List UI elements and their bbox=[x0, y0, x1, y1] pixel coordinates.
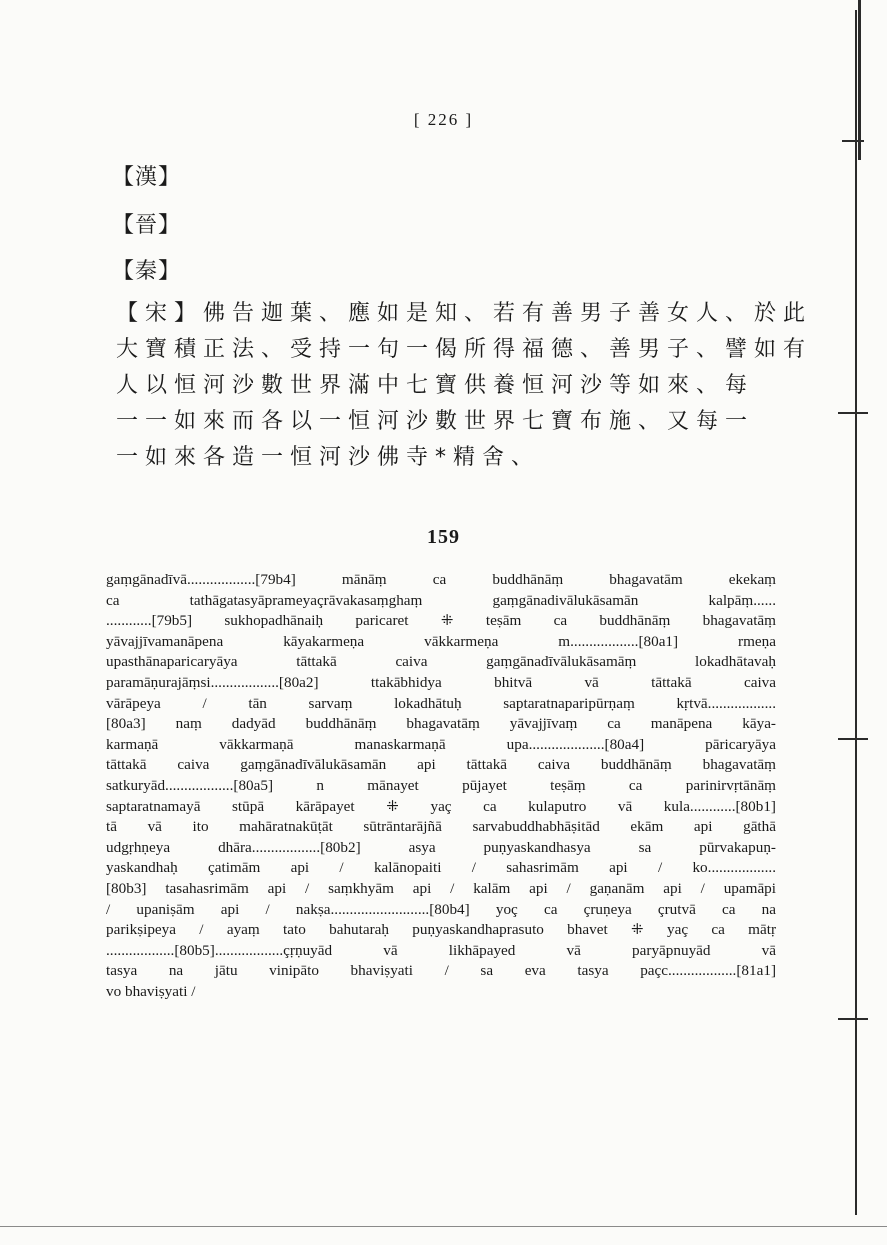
sanskrit-line: satkuryād..................[80a5] n mānayet pūjayet teṣāṃ ca parinirvṛtānāṃ bbox=[106, 776, 776, 794]
margin-tick bbox=[842, 140, 864, 142]
sanskrit-line: ............[79b5] sukhopadhānaiḥ paricaret ⁜ teṣām ca buddhānāṃ bhagavatāṃ bbox=[106, 612, 776, 630]
sanskrit-line: parikṣipeya / ayaṃ tato bahutaraḥ puṇyaskandhaprasuto bhavet ⁜ yaç ca mātṛ bbox=[106, 921, 776, 939]
label-qin: 【秦】 bbox=[112, 259, 182, 284]
sanskrit-line: paramāṇurajāṃsi..................[80a2] ttakābhidya bhitvā vā tāttakā caiva bbox=[106, 673, 776, 691]
sanskrit-line: tāttakā caiva gaṃgānadīvālukāsamān api tāttakā caiva buddhānāṃ bhagavatāṃ bbox=[106, 756, 776, 774]
label-han: 【漢】 bbox=[112, 165, 182, 190]
sanskrit-line: ..................[80b5]..................çṛṇuyād vā likhāpayed vā paryāpnuyād vā bbox=[106, 941, 776, 959]
section-number: 159 bbox=[427, 526, 460, 548]
sanskrit-line: vo bhaviṣyati / bbox=[106, 982, 196, 1000]
margin-tick bbox=[838, 738, 868, 740]
sanskrit-line: karmaṇā vākkarmaṇā manaskarmaṇā upa....................[80a4] pāricaryāya bbox=[106, 735, 776, 753]
chinese-line: 【宋】佛告迦葉、應如是知、若有善男子善女人、於此 bbox=[116, 301, 813, 326]
label-jin: 【晉】 bbox=[112, 213, 182, 238]
sanskrit-line: [80a3] naṃ dadyād buddhānāṃ bhagavatāṃ yāvajjīvaṃ ca manāpena kāya- bbox=[106, 715, 776, 733]
sanskrit-line: tasya na jātu vinipāto bhaviṣyati / sa eva tasya paçc..................[81a1] bbox=[106, 962, 776, 980]
sanskrit-line: upasthānaparicaryāya tāttakā caiva gaṃgānadīvālukāsamāṃ lokadhātavaḥ bbox=[106, 653, 776, 671]
margin-rule-top bbox=[858, 0, 861, 160]
chinese-text-block bbox=[116, 296, 813, 476]
chinese-line: 人以恒河沙數世界滿中七寶供養恒河沙等如來、每 bbox=[116, 373, 755, 398]
sanskrit-line: yāvajjīvamanāpena kāyakarmeṇa vākkarmeṇa m..................[80a1] rmeṇa bbox=[106, 632, 776, 650]
sanskrit-line: saptaratnamayā stūpā kārāpayet ⁜ yaç ca kulaputro vā kula............[80b1] bbox=[106, 797, 776, 815]
sanskrit-line: gaṃgānadīvā..................[79b4] mānāṃ ca buddhānāṃ bhagavatām ekekaṃ bbox=[106, 571, 776, 588]
margin-tick bbox=[838, 412, 868, 414]
margin-rule bbox=[855, 10, 857, 1215]
chinese-line: 一如來各造一恒河沙佛寺*精舍、 bbox=[116, 445, 541, 470]
chinese-line: 一一如來而各以一恒河沙數世界七寶布施、又每一 bbox=[116, 409, 755, 434]
sanskrit-line: udgṛhṇeya dhāra..................[80b2] asya puṇyaskandhasya sa pūrvakapuṇ- bbox=[106, 838, 776, 856]
page-number: [ 226 ] bbox=[413, 110, 474, 129]
sanskrit-line: vārāpeya / tān sarvaṃ lokadhātuḥ saptaratnaparipūrṇaṃ kṛtvā.................. bbox=[106, 694, 776, 712]
sanskrit-line: ca tathāgatasyāprameyaçrāvakasaṃghaṃ gaṃgānadivālukāsamān kalpāṃ...... bbox=[106, 591, 776, 609]
sanskrit-line: [80b3] tasahasrimām api / saṃkhyām api / kalām api / gaṇanām api / upamāpi bbox=[106, 879, 776, 897]
sanskrit-text-block bbox=[106, 570, 776, 1002]
sanskrit-line: / upaniṣām api / nakṣa..........................[80b4] yoç ca çruṇeya çrutvā ca na bbox=[106, 900, 776, 918]
sanskrit-line: tā vā ito mahāratnakūṭāt sūtrāntarājñā sarvabuddhabhāṣitād ekām api gāthā bbox=[106, 818, 776, 836]
chinese-line: 大寶積正法、受持一句一偈所得福德、善男子、譬如有 bbox=[116, 337, 813, 362]
margin-tick bbox=[838, 1018, 868, 1020]
bottom-rule bbox=[0, 1226, 887, 1227]
sanskrit-line: yaskandhaḥ çatimām api / kalānopaiti / sahasrimām api / ko.................. bbox=[106, 859, 776, 877]
